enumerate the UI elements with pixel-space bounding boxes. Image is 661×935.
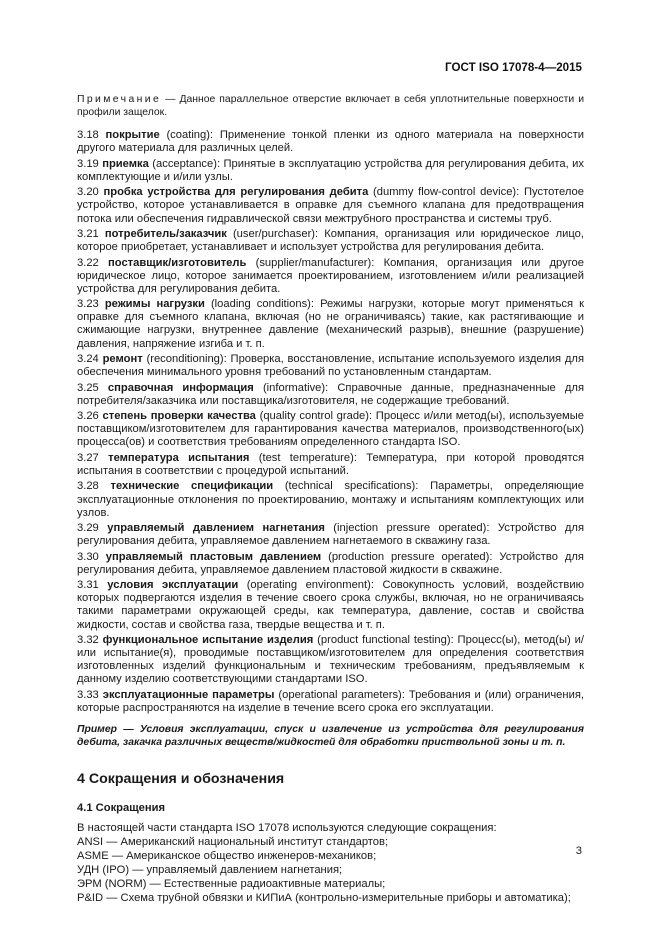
definition-text: (reconditioning): Проверка, восстановление, испытание используемого изделия для обеспечения минимального уровня требований по установленным стандартам. [77, 353, 585, 379]
definition-number: 3.25 [77, 381, 99, 394]
definition-text: (coating): Применение тонкой пленки из одного материала на поверхности другого материала для различных целей. [77, 129, 584, 155]
definition-term: управляемый пластовым давлением [105, 550, 322, 563]
definition-text: (technical specifications): Параметры, определяющие эксплуатационные отклонения по проектированию, монтажу и испытаниям комплектующих или узлов. [77, 480, 584, 519]
definition-entry [77, 522, 584, 548]
definition-entry [77, 480, 584, 519]
definition-entry [77, 634, 584, 686]
abbreviations-intro: В настоящей части стандарта ISO 17078 используются следующие сокращения: [77, 822, 497, 835]
definition-number: 3.18 [77, 129, 99, 142]
definition-term: приемка [102, 157, 149, 170]
definition-text: (operating environment): Совокупность условий, воздействию которых подвергаются изделия в течение своего срока службы, включая, но не ограничиваясь такими параметрами окружающей среды, как температура, давление, состав и свойства жидкости, состав и свойства газа, твердые вещества и т. п. [77, 579, 584, 631]
definition-number: 3.30 [77, 550, 99, 563]
definition-entry [77, 158, 584, 184]
definition-text: (test temperature): Температура, при которой проводятся испытания в соответствии с процедурой испытаний. [77, 451, 585, 477]
definition-term: эксплуатационные параметры [102, 688, 275, 701]
section-4-1-title: 4.1 Сокращения [77, 802, 166, 815]
definition-entry [77, 186, 584, 225]
definition-number: 3.31 [77, 579, 99, 592]
definition-term: условия эксплуатации [107, 579, 239, 592]
abbreviation-item: УДН (IPO) — управляемый давлением нагнетания; [77, 863, 343, 876]
definition-entry [77, 298, 584, 350]
definition-term: справочная информация [107, 381, 254, 394]
definition-text: (dummy flow-control device): Пустотелое устройство, которое устанавливается в оправке для съемного клапана для предотвращения потока или обеспечения гидравлической связи межтрубного пространства и системы труб. [77, 186, 584, 225]
definition-number: 3.32 [77, 634, 99, 647]
definition-number: 3.20 [77, 186, 99, 199]
definition-entry [77, 382, 584, 408]
definition-text: (user/purchaser): Компания, организация или юридическое лицо, которое приобретает, устанавливает и использует устройства для регулирования дебита. [77, 228, 585, 254]
note-text: — Данное параллельное отверстие включает в себя уплотнительные поверхности и профили защелок. [77, 94, 584, 118]
definition-entry [77, 452, 584, 478]
abbreviation-item: ANSI — Американский национальный институт стандартов; [77, 836, 389, 849]
definition-text: (injection pressure operated): Устройство для регулирования дебита, управляемое давлением нагнетаемого в скважину газа. [77, 522, 585, 548]
definition-text: (informative): Справочные данные, предназначенные для потребителя/заказчика или поставщика/изготовителя, не содержащие требований. [77, 381, 585, 407]
definition-number: 3.19 [77, 157, 99, 170]
definition-text: (supplier/manufacturer): Компания, организация или другое юридическое лицо, которое занимается проектированием, изготовлением и/или реализацией устройства для регулирования дебита. [77, 256, 585, 295]
definition-entry [77, 129, 584, 155]
definition-entry [77, 257, 584, 296]
definition-text: (production pressure operated): Устройство для регулирования дебита, управляемое давлением пластовой жидкости в скважине. [77, 550, 584, 576]
definition-entry [77, 579, 584, 631]
definition-entry [77, 410, 584, 449]
definition-text: (loading conditions): Режимы нагрузки, которые могут применяться к оправке для съемного клапана, включая (но не ограничиваясь) такие, как растягивающие и сжимающие нагрузки, внутреннее давление (механический разрыв), внешние (разрушение) давления, напряжение изгиба и т. п. [77, 298, 585, 350]
abbreviation-item: P&ID — Схема трубной обвязки и КИПиА (контрольно-измерительные приборы и автоматика); [77, 891, 571, 904]
page-number: 3 [575, 845, 582, 857]
definition-number: 3.28 [77, 480, 99, 493]
definition-term: ремонт [102, 353, 143, 366]
definition-entry [77, 689, 584, 715]
note-paragraph [77, 94, 584, 119]
abbreviations-block [77, 822, 584, 905]
definition-term: функциональное испытание изделия [102, 634, 314, 647]
abbreviation-item: ASME — Американское общество инженеров-механиков; [77, 849, 377, 862]
definition-number: 3.21 [77, 228, 99, 241]
section-4-title: 4 Сокращения и обозначения [77, 771, 285, 788]
definition-text: (acceptance): Принятые в эксплуатацию устройства для регулирования дебита, их комплектующие и и/или узлы. [77, 157, 585, 183]
definition-number: 3.33 [77, 688, 99, 701]
definition-text: (operational parameters): Требования и (или) ограничения, которые распространяются на изделие в течение всего срока его эксплуатации. [77, 688, 585, 714]
abbreviation-item: ЭРМ (NORM) — Естественные радиоактивные материалы; [77, 877, 386, 890]
definition-number: 3.27 [77, 451, 99, 464]
definition-text: (product functional testing): Процесс(ы), метод(ы) и/или испытание(я), проводимые поставщиком/изготовителем для определения соответствия изготовленных изделий функциональным и техническим требованиям, предъявляемым к данному изделию соответствующими стандартами ISO. [77, 634, 585, 686]
definition-number: 3.24 [77, 353, 99, 366]
definition-number: 3.23 [77, 298, 99, 311]
definition-term: покрытие [105, 129, 160, 142]
definition-term: технические спецификации [110, 480, 274, 493]
definition-entry [77, 551, 584, 577]
page-content [77, 94, 584, 906]
definitions-list [77, 129, 584, 715]
example-paragraph: Пример — Условия эксплуатации, спуск и извлечение из устройства для регулирования дебита, закачка различных веществ/жидкостей для обработки приствольной зоны и т. п. [77, 723, 584, 748]
definition-number: 3.26 [77, 410, 99, 423]
definition-text: (quality control grade): Процесс и/или метод(ы), используемые поставщиком/изготовителем для гарантирования качества материалов, производственного(ых) процесса(ов) и соответствия требованиям определенного стандарта ISO. [77, 410, 585, 449]
note-label: Примечание [77, 94, 162, 105]
document-header: ГОСТ ISO 17078-4—2015 [445, 61, 582, 74]
definition-term: режимы нагрузки [104, 298, 205, 311]
definition-entry [77, 228, 584, 254]
definition-term: потребитель/заказчик [104, 228, 227, 241]
definition-entry [77, 353, 584, 379]
definition-term: степень проверки качества [102, 410, 256, 423]
definition-term: поставщик/изготовитель [108, 256, 247, 269]
definition-number: 3.29 [77, 522, 99, 535]
definition-number: 3.22 [77, 256, 99, 269]
definition-term: пробка устройства для регулирования дебита [103, 186, 369, 199]
definition-term: управляемый давлением нагнетания [107, 522, 325, 535]
definition-term: температура испытания [108, 451, 250, 464]
